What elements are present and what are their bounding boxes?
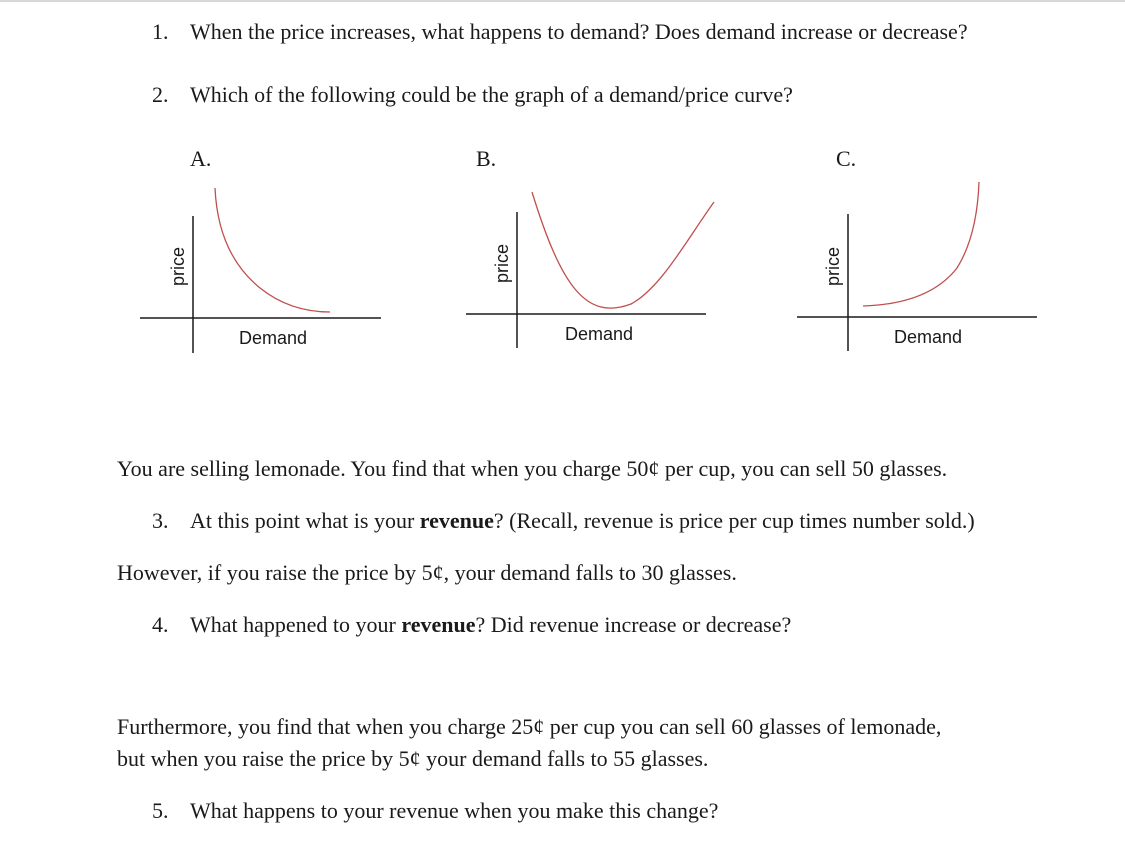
y-axis-label: price	[823, 246, 843, 286]
x-axis-label: Demand	[239, 328, 308, 348]
question-text	[190, 612, 791, 638]
x-axis-label: Demand	[565, 324, 634, 344]
option-label-c: C.	[836, 146, 857, 171]
option-label-b: B.	[476, 146, 497, 171]
question-number: 5.	[152, 798, 169, 823]
question-number: 1.	[152, 19, 169, 44]
demand-curve	[532, 192, 714, 308]
demand-curve	[863, 182, 979, 306]
question-text	[190, 508, 975, 534]
lemonade-intro: You are selling lemonade. You find that when you charge 50¢ per cup, you can sell 50 glasses.	[117, 456, 948, 481]
question-number: 4.	[152, 612, 169, 637]
question-text: Which of the following could be the graph of a demand/price curve?	[190, 82, 793, 107]
furthermore-line-1: Furthermore, you find that when you charge 25¢ per cup you can sell 60 glasses of lemonade,	[117, 714, 942, 739]
question-bold-term: revenue	[419, 508, 494, 533]
option-label-a: A.	[190, 146, 212, 171]
question-text-start: What happened to your	[190, 612, 402, 637]
x-axis-label: Demand	[894, 327, 963, 347]
question-text-end: ? Did revenue increase or decrease?	[475, 612, 792, 637]
top-rule	[0, 0, 1125, 2]
graph-b	[466, 176, 716, 356]
graph-a	[140, 176, 390, 356]
question-text: When the price increases, what happens to demand? Does demand increase or decrease?	[190, 19, 968, 44]
question-text-start: At this point what is your	[190, 508, 420, 533]
question-text: What happens to your revenue when you make this change?	[190, 798, 719, 823]
y-axis-label: price	[492, 243, 512, 283]
question-text-end: ? (Recall, revenue is price per cup times number sold.)	[493, 508, 975, 533]
question-bold-term: revenue	[401, 612, 476, 637]
question-number: 3.	[152, 508, 169, 533]
demand-curve	[215, 188, 330, 312]
furthermore-line-2: but when you raise the price by 5¢ your demand falls to 55 glasses.	[117, 746, 709, 771]
y-axis-label: price	[168, 246, 188, 286]
price-raise-note: However, if you raise the price by 5¢, your demand falls to 30 glasses.	[117, 560, 737, 585]
graph-c	[797, 176, 1047, 356]
question-number: 2.	[152, 82, 169, 107]
